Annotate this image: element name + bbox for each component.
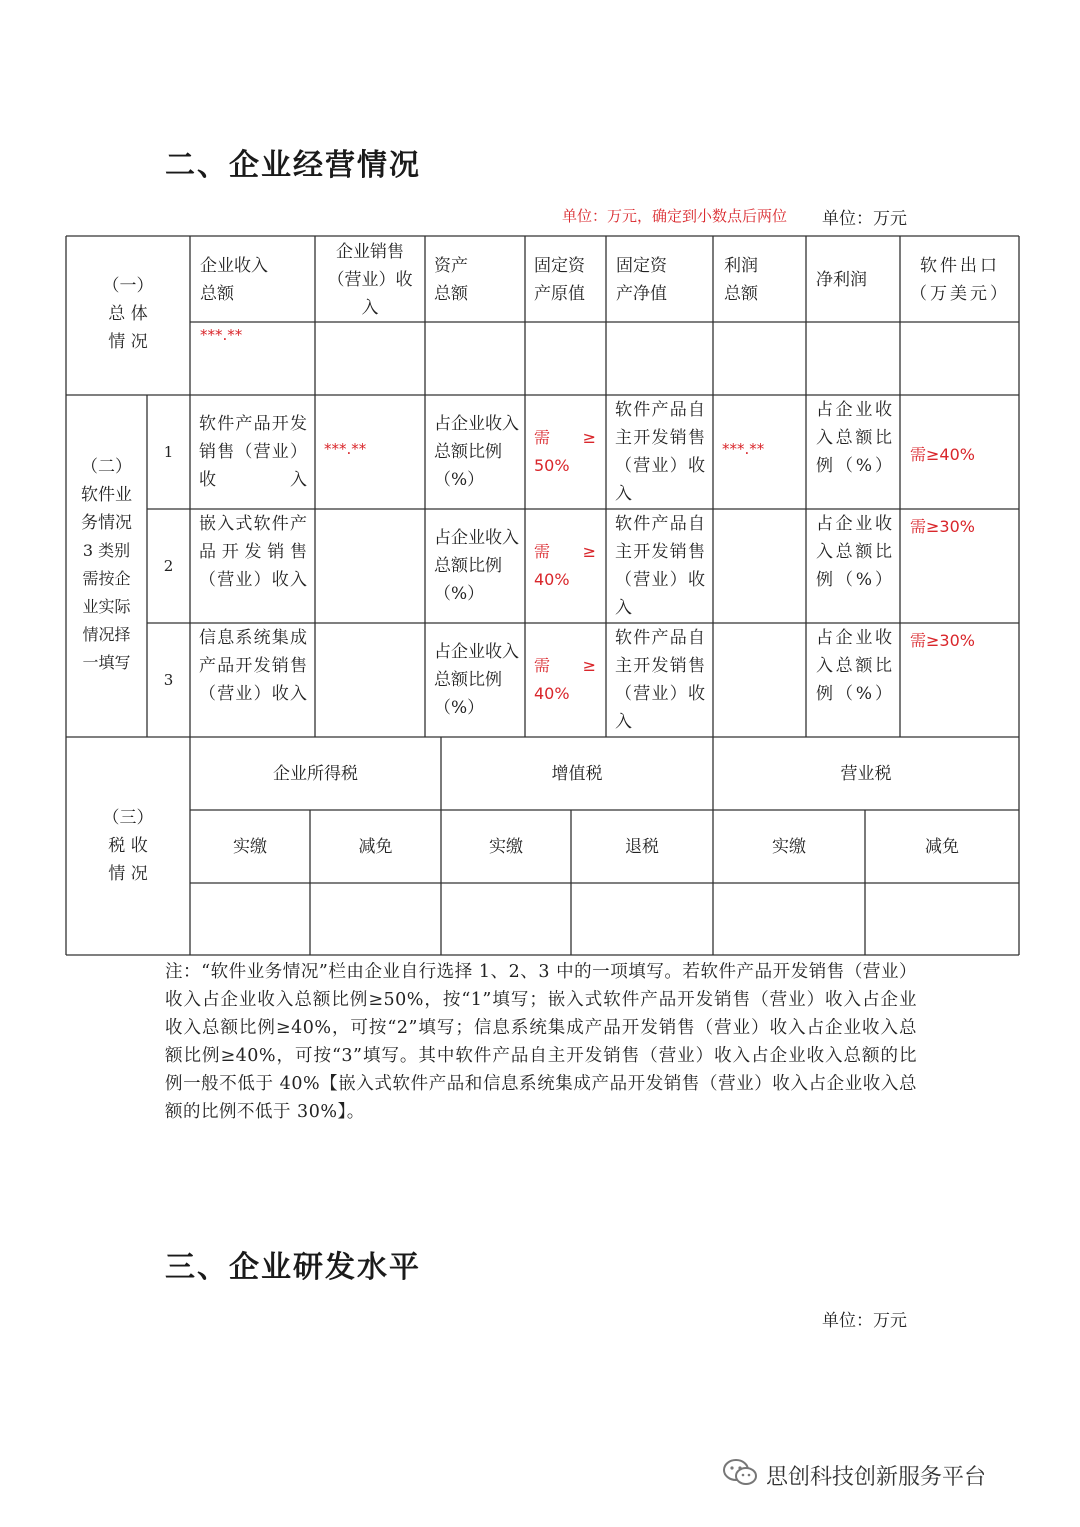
row-value: ***.** (324, 440, 367, 458)
unit-label: 单位：万元 (822, 209, 907, 229)
row-self-label: 软件产品自主开发销售（营业）收入 (615, 514, 705, 618)
tax-sub: 实缴 (233, 837, 267, 857)
row-self-label: 软件产品自主开发销售（营业）收入 (615, 400, 705, 504)
tax-sub: 退税 (625, 837, 659, 857)
tax-group-business: 营业税 (840, 764, 892, 784)
row-number: 1 (163, 443, 174, 461)
tax-group-vat: 增值税 (551, 764, 603, 784)
row-ratio2-label: 占企业收入总额比例（%） (816, 400, 892, 476)
tax-sub: 减免 (358, 837, 393, 857)
table-note: 注：“软件业务情况”栏由企业自行选择 1、2、3 中的一项填写。若软件产品开发销售（营业）收入占企业收入总额比例≥50%，按“1”填写；嵌入式软件产品开发销售（营业）收入占企业收入总额比例≥40%，可按“2”填写；信息系统集成产品开发销售（营业）收入占企业收入总额比例≥40%，可按“3”填写。其中软件产品自主开发销售（营业）收入占企业收入总额的比例一般不低于 40%【嵌入式软件产品和信息系统集成产品开发销售（营业）收入占企业收入总额的比例不低于 30%】。 (165, 962, 917, 1122)
tax-sub: 减免 (925, 837, 959, 857)
row-requirement: 需 ≥ 40% (534, 656, 596, 703)
row-requirement: 需 ≥ 50% (534, 428, 596, 475)
row-requirement2: 需≥30% (910, 517, 975, 536)
header-net-profit: 净利润 (816, 270, 867, 290)
row-ratio-label: 占企业收入总额比例（%） (434, 528, 519, 604)
tax-sub: 实缴 (772, 837, 806, 857)
tax-sub: 实缴 (489, 837, 523, 857)
row-ratio2-label: 占企业收入总额比例（%） (816, 514, 892, 590)
header-software-export: 软件出口（万美元） (910, 256, 1010, 304)
overall-label: （一） 总 体 情 况 (102, 276, 154, 352)
row-self-value: ***.** (722, 440, 765, 458)
unit-label: 单位：万元 (822, 1311, 907, 1331)
header-sales-revenue: 企业销售（营业）收入 (327, 242, 413, 318)
header-fixed-asset-net: 固定资产净值 (616, 256, 667, 304)
row-requirement2: 需≥30% (910, 631, 975, 650)
row-number: 2 (163, 557, 174, 575)
unit-note: 单位：万元，确定到小数点后两位 (562, 207, 788, 225)
software-label-note: 3 类别 需按企 业实际 情况择 一填写 (82, 541, 131, 672)
row-ratio-label: 占企业收入总额比例（%） (434, 414, 519, 490)
row-name: 软件产品开发销售（营业）收入 (199, 414, 307, 490)
header-total-revenue: 企业收入总额 (200, 256, 268, 304)
software-label: （二） 软件业 务情况 (81, 457, 132, 533)
section-heading: 三、企业研发水平 (165, 1250, 421, 1285)
footer-text: 思创科技创新服务平台 (766, 1464, 987, 1490)
row-name: 信息系统集成产品开发销售（营业）收入 (199, 628, 307, 704)
row-name: 嵌入式软件产品开发销售（营业）收入 (199, 514, 307, 590)
section-heading: 二、企业经营情况 (165, 148, 421, 183)
footer-watermark (722, 1458, 986, 1492)
wechat-icon (722, 1458, 758, 1492)
row-ratio-label: 占企业收入总额比例（%） (434, 642, 519, 718)
header-total-profit: 利润总额 (724, 256, 758, 304)
row-number: 3 (163, 671, 174, 689)
row-ratio2-label: 占企业收入总额比例（%） (816, 628, 892, 704)
header-total-assets: 资产总额 (434, 256, 468, 304)
tax-label: （三） 税 收 情 况 (102, 808, 154, 884)
row-self-label: 软件产品自主开发销售（营业）收入 (615, 628, 705, 732)
overall-revenue-value: ***.** (200, 326, 243, 344)
row-requirement: 需 ≥ 40% (534, 542, 596, 589)
row-requirement2: 需≥40% (910, 445, 975, 464)
header-fixed-asset-original: 固定资产原值 (534, 256, 585, 304)
tax-group-income: 企业所得税 (273, 764, 358, 784)
